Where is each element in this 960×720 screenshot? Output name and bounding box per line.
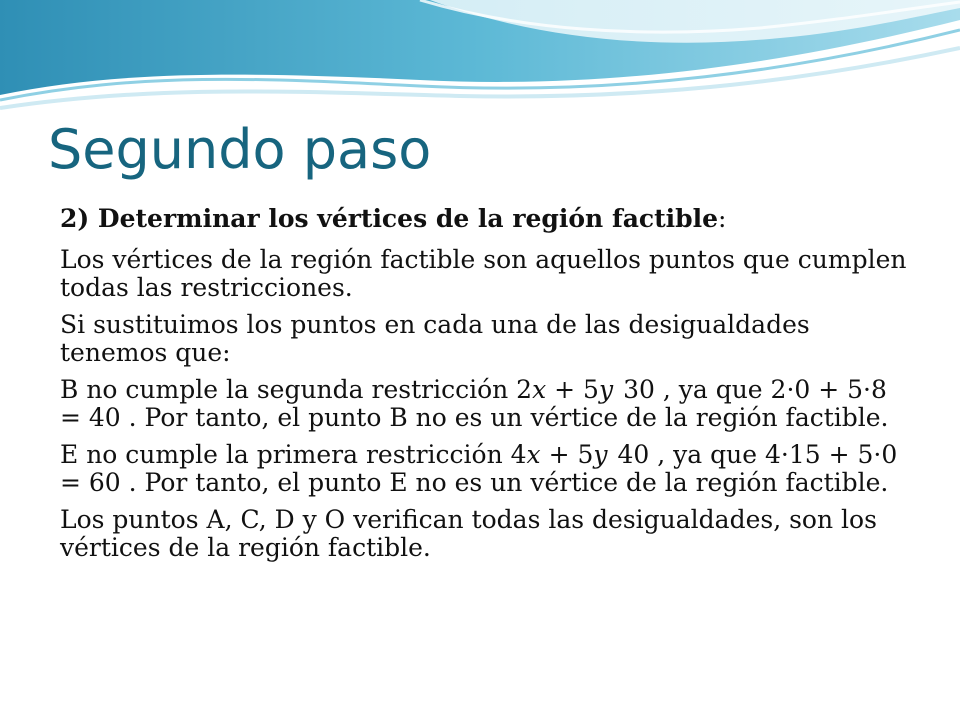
point-e-var-x: x [526, 440, 541, 469]
point-b-var-y: y [598, 375, 614, 404]
slide-title: Segundo paso [48, 118, 432, 181]
point-e-mid: + 5 [540, 440, 594, 469]
section-heading [60, 205, 910, 233]
decorative-wave-banner [0, 0, 960, 130]
point-b-mid: + 5 [546, 375, 599, 404]
slide-body [60, 205, 910, 571]
paragraph-point-b [60, 376, 910, 432]
paragraph-conclusion: Los puntos A, C, D y O verifican todas las desigualdades, son los vértices de la región factible. [60, 505, 877, 562]
paragraph-vertices-definition: Los vértices de la región factible son aquellos puntos que cumplen todas las restricciones. [60, 245, 907, 302]
paragraph-substitution: Si sustituimos los puntos en cada una de las desigualdades tenemos que: [60, 310, 810, 367]
point-e-post: 40 , ya que 4·15 + 5·0 = 60 . Por tanto, el punto E no es un vértice de la región factible. [60, 440, 898, 497]
heading-text: 2) Determinar los vértices de la región factible [60, 204, 719, 233]
heading-colon: : [718, 204, 727, 233]
point-b-var-x: x [532, 375, 547, 404]
point-e-var-y: y [593, 440, 608, 469]
point-b-pre: B no cumple la segunda restricción 2 [60, 375, 533, 404]
paragraph-point-e [60, 441, 910, 497]
point-e-pre: E no cumple la primera restricción 4 [60, 440, 527, 469]
point-b-post: 30 , ya que 2·0 + 5·8 = 40 . Por tanto, el punto B no es un vértice de la región factible. [60, 375, 889, 432]
